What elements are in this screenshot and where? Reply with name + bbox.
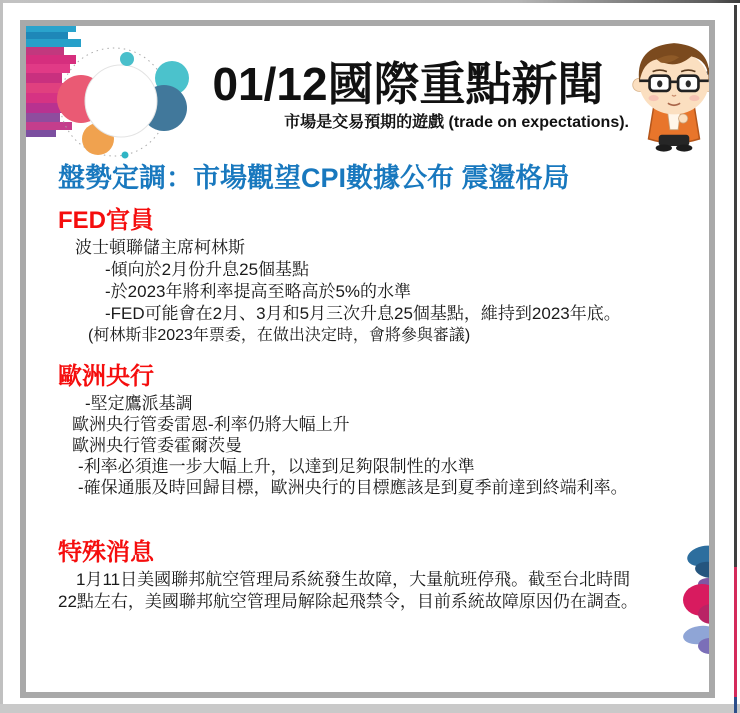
section-fed xyxy=(58,206,688,347)
outer-edge-bottom xyxy=(0,704,740,713)
fed-intro: 波士頓聯儲主席柯林斯 xyxy=(75,238,245,257)
section-ecb xyxy=(58,362,688,498)
paint-circles-logo-icon xyxy=(26,24,196,164)
outer-edge-right-blue xyxy=(734,697,737,713)
teacher-character-icon xyxy=(620,31,715,153)
blush-right xyxy=(689,95,699,101)
paint-splash-icon xyxy=(674,542,715,672)
fed-bullet-1: -傾向於2月份升息25個基點 xyxy=(105,260,310,279)
section-special-news xyxy=(58,538,688,613)
ecb-line-2: 歐洲央行管委雷恩-利率仍將大幅上升 xyxy=(72,415,350,434)
section-heading-ecb: 歐洲央行 xyxy=(58,363,154,390)
eye-left xyxy=(657,80,662,87)
ecb-line-1: -堅定鷹派基調 xyxy=(85,394,193,413)
special-line-1: 1月11日美國聯邦航空管理局系統發生故障，大量航班停飛。截至台北時間 xyxy=(76,570,631,589)
section-heading-fed: FED官員 xyxy=(58,207,154,234)
small-teal-circle xyxy=(120,52,134,66)
fed-note: (柯林斯非2023年票委，在做出決定時，會將參與審議) xyxy=(88,327,471,344)
shoe-left xyxy=(656,144,672,151)
outer-edge-right-dark xyxy=(734,5,737,567)
page-subtitle: 市場是交易預期的遊戲 (trade on expectations). xyxy=(284,114,629,131)
ecb-line-3: 歐洲央行管委霍爾茨曼 xyxy=(72,436,242,455)
ecb-line-4: -利率必須進一步大幅上升，以達到足夠限制性的水準 xyxy=(78,457,475,476)
fed-bullet-3: -FED可能會在2月、3月和5月三次升息25個基點，維持到2023年底。 xyxy=(105,304,621,323)
eye-right xyxy=(686,80,691,87)
section-heading-special: 特殊消息 xyxy=(58,539,154,566)
blush-left xyxy=(649,95,659,101)
market-headline: 盤勢定調：市場觀望CPI數據公布 震盪格局 xyxy=(58,163,570,193)
fed-bullet-2: -於2023年將利率提高至略高於5%的水準 xyxy=(105,282,412,301)
page-title: 01/12國際重點新聞 xyxy=(212,58,604,110)
white-circle xyxy=(85,65,157,137)
pants xyxy=(659,135,690,146)
shoe-right xyxy=(676,144,692,151)
special-line-2: 22點左右，美國聯邦航空管理局解除起飛禁令，目前系統故障原因仍在調查。 xyxy=(58,592,638,611)
outer-edge-top xyxy=(0,0,740,3)
outer-edge-right-red xyxy=(734,567,737,697)
ecb-line-5: -確保通脹及時回歸目標，歐洲央行的目標應該是到夏季前達到終端利率。 xyxy=(78,478,628,497)
hand xyxy=(679,114,688,123)
news-slide xyxy=(20,20,715,698)
outer-edge-left xyxy=(0,0,3,713)
